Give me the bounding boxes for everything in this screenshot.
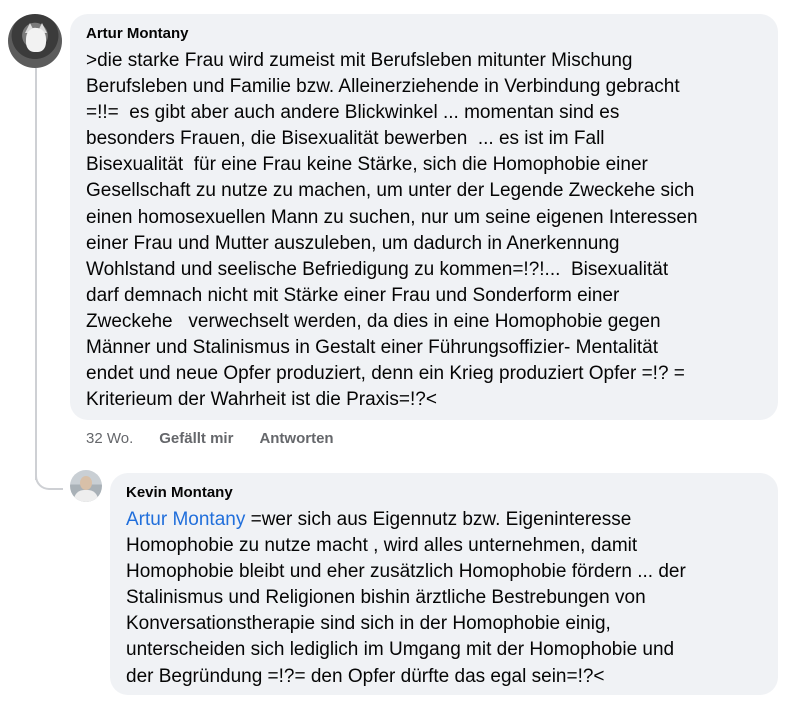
comment-text: >die starke Frau wird zumeist mit Berufsleben mitunter Mischung Berufsleben und Familie bzw. Alleinerziehende in Verbindung gebracht =!!= es gibt aber auch andere Blickwinkel ... momentan sind es besonders Frauen, die Bisexualität bewerben ... es ist im Fall Bisexualität für eine Frau keine Stärke, sich die Homophobie einer Gesellschaft zu nutze zu machen, um unter der Legende Zweckehe sich einen homosexuellen Mann zu suchen, nur um seine eigenen Interessen einer Frau und Mutter auszuleben, um dadurch in Anerkennung Wohlstand und seelische Befriedigung zu kommen=!?!... Bisexualität darf demnach nicht mit Stärke einer Frau und Sonderform einer Zweckehe verwechselt werden, da dies in eine Homophobie gegen Männer und Stalinismus in Gestalt einer Führungsoffizier- Mentalität endet und neue Opfer produziert, denn ein Krieg produziert Opfer =!? = Kriterieum der Wahrheit ist die Praxis=!?< xyxy=(86,50,698,411)
reply-author[interactable]: Kevin Montany xyxy=(126,484,233,501)
comment-timestamp[interactable]: 32 Wo. xyxy=(86,430,134,447)
comment-bubble xyxy=(70,14,778,420)
avatar[interactable] xyxy=(70,470,102,502)
reply-bubble xyxy=(110,473,778,695)
thread-connector-curve xyxy=(35,460,63,490)
avatar[interactable] xyxy=(8,14,62,68)
avatar-cat-face xyxy=(26,28,46,52)
mention-link[interactable]: Artur Montany xyxy=(126,509,246,530)
thread-connector-line xyxy=(35,68,37,480)
avatar-shoulders xyxy=(74,490,98,502)
avatar-head xyxy=(80,476,92,490)
comment-actions xyxy=(86,429,334,449)
reply-text xyxy=(126,507,762,690)
comment-author[interactable]: Artur Montany xyxy=(86,25,189,42)
like-button[interactable]: Gefällt mir xyxy=(159,430,234,447)
reply-text-body: =wer sich aus Eigennutz bzw. Eigeninteresse Homophobie zu nutze macht , wird alles unternehmen, damit Homophobie bleibt und eher zusätzlich Homophobie fördern ... der Stalinismus und Religionen bishin ärztliche Bestrebungen von Konversationstherapie sind sich in der Homophobie einig, unterscheiden sich lediglich im Umgang mit der Homophobie und der Begründung =!?= den Opfer dürfte das egal sein=!?< xyxy=(126,509,686,687)
reply-button[interactable]: Antworten xyxy=(259,430,334,447)
